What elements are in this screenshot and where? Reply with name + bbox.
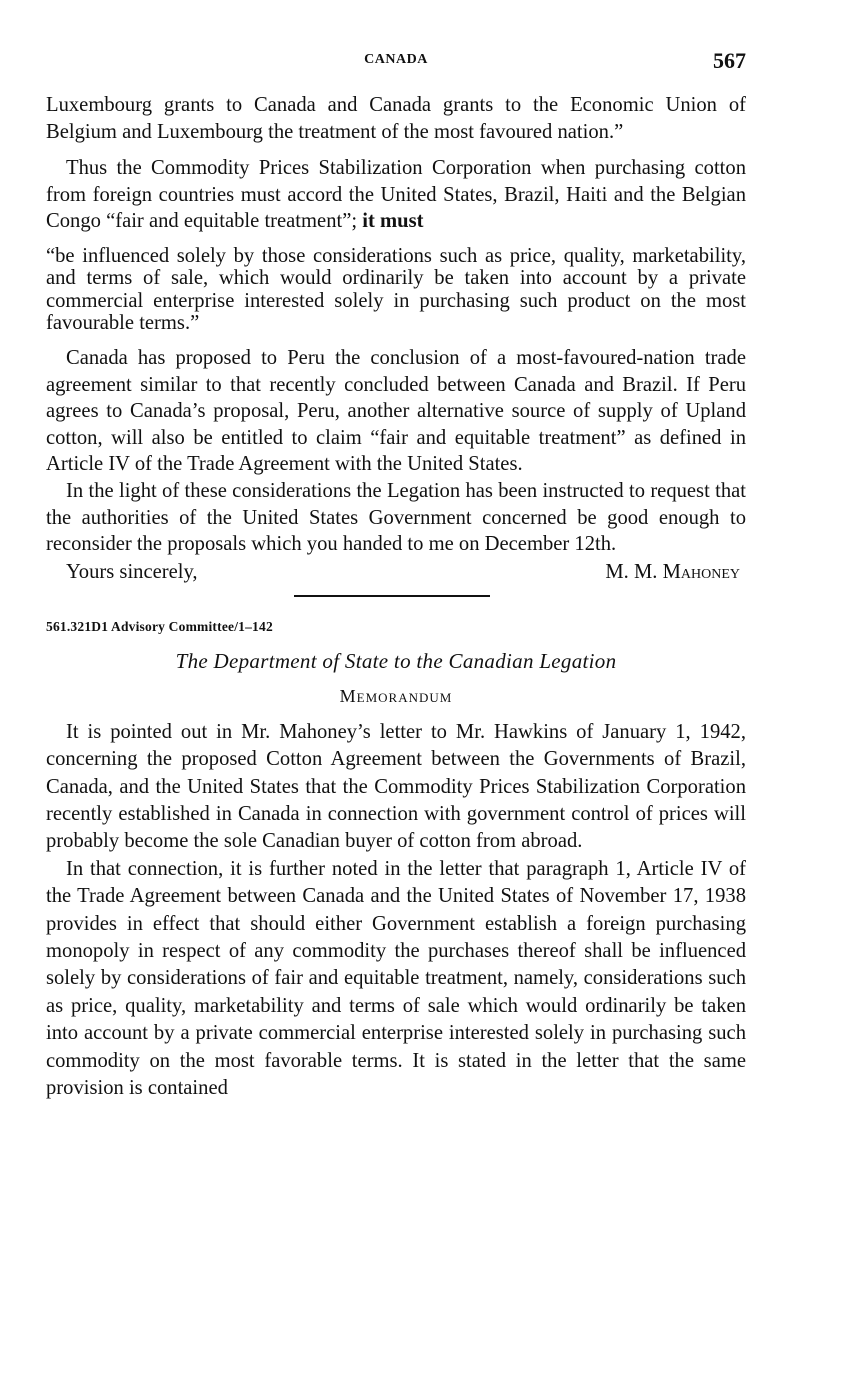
page-number: 567 <box>713 48 746 73</box>
letter-paragraph-2 <box>46 155 746 235</box>
complimentary-close: Yours sincerely, <box>66 560 198 583</box>
page-header <box>46 48 746 76</box>
file-reference: 561.321D1 Advisory Committee/1–142 <box>46 618 273 634</box>
running-head: CANADA <box>364 52 428 67</box>
document-title: The Department of State to the Canadian Legation <box>175 648 617 673</box>
letter-paragraph-3: Canada has proposed to Peru the conclusion of a most-favoured-nation trade agreement similar to that recently concluded between Canada and Brazil. If Peru agrees to Canada’s proposal, Peru, another alternative source of supply of Upland cotton, will also be entitled to claim “fair and equitable treatment” as defined in Article IV of the Trade Agreement with the United States. <box>46 346 746 476</box>
section-divider <box>294 595 490 597</box>
letter-paragraph-4: In the light of these considerations the Legation has been instructed to request that the authorities of the United States Government concerned be good enough to reconsider the proposals which you handed to me on December 12th. <box>46 479 746 556</box>
signature: M. M. Mahoney <box>605 560 740 583</box>
letter-paragraph-2-text: Thus the Commodity Prices Stabilization Corporation when purchasing cotton from foreign countries must accord the United States, Brazil, Haiti and the Belgian Congo “fair and equitable treatment”; <box>46 157 746 233</box>
letter-paragraph-1: Luxembourg grants to Canada and Canada grants to the Economic Union of Belgium and Luxembourg the treatment of the most favoured nation.” <box>46 94 746 143</box>
memorandum-heading: Memorandum <box>339 685 453 706</box>
letter-closing <box>46 559 746 589</box>
letter-paragraph-2-bold: it must <box>362 210 424 233</box>
memo-paragraph-1: It is pointed out in Mr. Mahoney’s letter to Mr. Hawkins of January 1, 1942, concerning the proposed Cotton Agreement between the Governments of Brazil, Canada, and the United States that the Commodity Prices Stabilization Corporation recently established in Canada in connection with government control of prices will probably become the sole Canadian buyer of cotton from abroad. <box>46 720 746 853</box>
page-body <box>46 92 746 1102</box>
block-quote: “be influenced solely by those considerations such as price, quality, marketability, and terms of sale, which would ordinarily be taken into account by a private commercial enterprise interested solely in purchasing such product on the most favourable terms.” <box>46 244 746 335</box>
memo-paragraph-2: In that connection, it is further noted in the letter that paragraph 1, Article IV of the Trade Agreement between Canada and the United States of November 17, 1938 provides in effect that should either Government establish a foreign purchasing monopoly in respect of any commodity the purchases thereof shall be influenced solely by considerations of fair and equitable treatment, namely, considerations such as price, quality, marketability and terms of sale which would ordinarily be taken into account by a private commercial enterprise interested solely in purchasing such commodity on the most favorable terms. It is stated in the letter that the same provision is contained <box>46 857 746 1099</box>
